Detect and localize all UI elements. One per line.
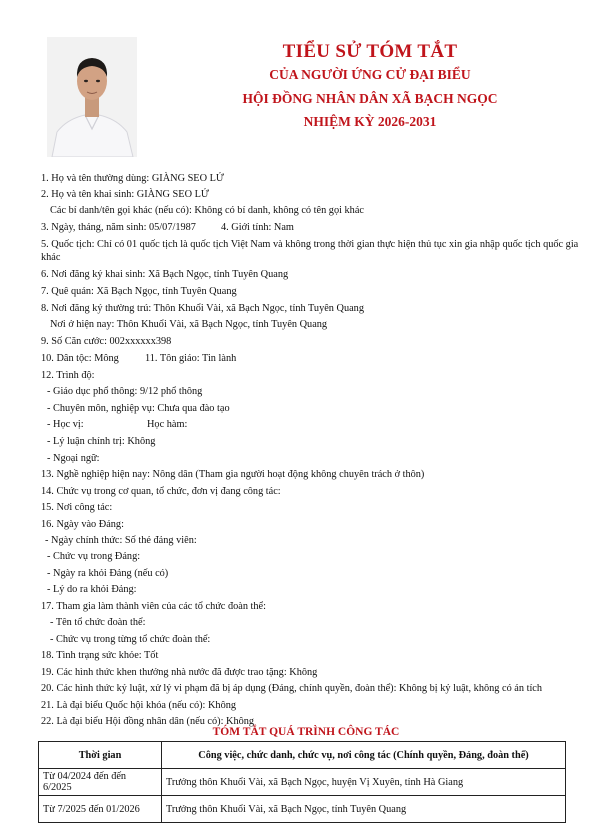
description-cell: Trưởng thôn Khuổi Vài, xã Bạch Ngọc, tỉnh Tuyên Quang — [162, 796, 566, 823]
workplace-field: 15. Nơi công tác: — [41, 502, 113, 513]
health-field: 18. Tình trạng sức khỏe: Tốt — [41, 650, 159, 661]
degree-field: - Học vị: — [47, 419, 84, 430]
nationality-field: 5. Quốc tịch: Chỉ có 01 quốc tịch là quốc tịch Việt Nam và không trong thời gian thực hiện thủ tục xin gia nhập quốc tịch quốc gia khác — [41, 239, 579, 263]
birthdate-field: 3. Ngày, tháng, năm sinh: 05/07/1987 — [41, 222, 196, 233]
education-heading: 12. Trình độ: — [41, 370, 95, 381]
common-name-field: 1. Họ và tên thường dùng: GIÀNG SEO LỬ — [41, 173, 224, 184]
birth-registration-field: 6. Nơi đăng ký khai sinh: Xã Bạch Ngọc, tỉnh Tuyên Quang — [41, 269, 289, 280]
academic-title-field: Học hàm: — [147, 419, 188, 430]
position-field: 14. Chức vụ trong cơ quan, tổ chức, đơn vị đang công tác: — [41, 486, 281, 497]
party-official-date-field: - Ngày chính thức: Số thẻ đảng viên: — [45, 535, 197, 546]
table-row — [39, 769, 566, 796]
column-header-time: Thời gian — [39, 742, 162, 769]
description-cell: Trưởng thôn Khuổi Vài, xã Bạch Ngọc, huyện Vị Xuyên, tỉnh Hà Giang — [162, 769, 566, 796]
organizations-field: 17. Tham gia làm thành viên của các tổ chức đoàn thể: — [41, 601, 266, 612]
table-header-row — [39, 742, 566, 769]
current-residence-field: Nơi ở hiện nay: Thôn Khuổi Vài, xã Bạch Ngọc, tỉnh Tuyên Quang — [50, 319, 328, 330]
awards-field: 19. Các hình thức khen thưởng nhà nước đã được trao tặng: Không — [41, 667, 318, 678]
work-history-table — [38, 741, 566, 823]
party-exit-reason-field: - Lý do ra khỏi Đảng: — [47, 584, 137, 595]
foreign-language-field: - Ngoại ngữ: — [47, 453, 100, 464]
general-education-field: - Giáo dục phổ thông: 9/12 phổ thông — [47, 386, 203, 397]
hometown-field: 7. Quê quán: Xã Bạch Ngọc, tỉnh Tuyên Quang — [41, 286, 237, 297]
document-subtitle-2: HỘI ĐỒNG NHÂN DÂN XÃ BẠCH NGỌC — [242, 91, 498, 106]
religion-field: 11. Tôn giáo: Tin lành — [145, 353, 237, 364]
candidate-photo — [47, 37, 137, 157]
alias-field: Các bí danh/tên gọi khác (nếu có): Không có bí danh, không có tên gọi khác — [50, 205, 364, 216]
discipline-field: 20. Các hình thức kỷ luật, xử lý vi phạm đã bị áp dụng (Đảng, chính quyền, đoàn thể): Không bị kỷ luật, không có án tích — [41, 683, 543, 694]
time-cell: Từ 7/2025 đến 01/2026 — [39, 796, 162, 823]
table-row — [39, 796, 566, 823]
national-assembly-field: 21. Là đại biểu Quốc hội khóa (nếu có): Không — [41, 700, 237, 711]
column-header-description: Công việc, chức danh, chức vụ, nơi công tác (Chính quyền, Đảng, đoàn thể) — [162, 742, 566, 769]
work-history-title: TÓM TẮT QUÁ TRÌNH CÔNG TÁC — [212, 726, 400, 738]
permanent-residence-field: 8. Nơi đăng ký thường trú: Thôn Khuổi Vài, xã Bạch Ngọc, tỉnh Tuyên Quang — [41, 303, 364, 314]
party-exit-date-field: - Ngày ra khỏi Đảng (nếu có) — [47, 568, 169, 579]
document-title: TIỂU SỬ TÓM TẮT — [282, 41, 458, 62]
id-card-field: 9. Số Căn cước: 002xxxxxx398 — [41, 336, 172, 347]
time-cell: Từ 04/2024 đến đến 6/2025 — [39, 769, 162, 796]
organization-position-field: - Chức vụ trong từng tổ chức đoàn thể: — [50, 634, 211, 645]
party-position-field: - Chức vụ trong Đảng: — [47, 551, 141, 562]
occupation-field: 13. Nghề nghiệp hiện nay: Nông dân (Tham gia người hoạt động không chuyên trách ở thôn) — [41, 469, 425, 480]
specialty-field: - Chuyên môn, nghiệp vụ: Chưa qua đào tạo — [47, 403, 230, 414]
birth-name-field: 2. Họ và tên khai sinh: GIÀNG SEO LỬ — [41, 189, 209, 200]
peoples-council-field: 22. Là đại biểu Hội đồng nhân dân (nếu có): Không — [41, 716, 255, 727]
gender-field: 4. Giới tính: Nam — [221, 222, 294, 233]
portrait-image — [47, 37, 137, 157]
political-theory-field: - Lý luận chính trị: Không — [47, 436, 156, 447]
organization-name-field: - Tên tổ chức đoàn thể: — [50, 617, 146, 628]
party-join-date-field: 16. Ngày vào Đảng: — [41, 519, 124, 530]
document-term: NHIỆM KỲ 2026-2031 — [303, 114, 437, 129]
document-subtitle-1: CỦA NGƯỜI ỨNG CỬ ĐẠI BIỂU — [269, 67, 471, 82]
ethnicity-field: 10. Dân tộc: Mông — [41, 353, 119, 364]
